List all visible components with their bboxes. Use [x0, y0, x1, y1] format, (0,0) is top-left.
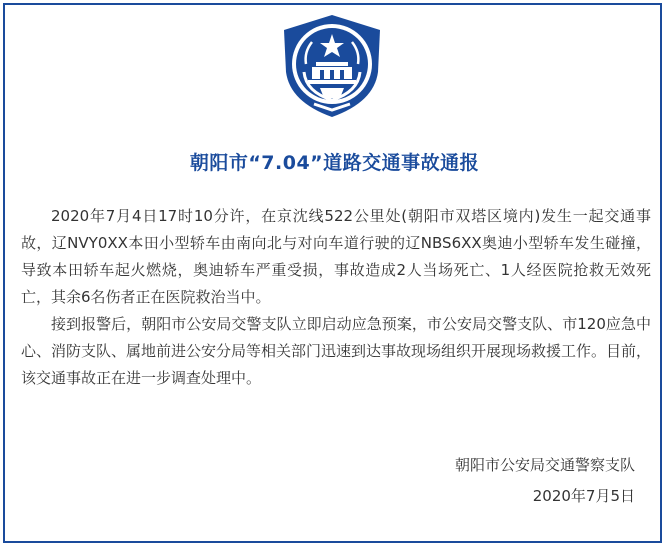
issue-date: 2020年7月5日: [532, 487, 635, 505]
signature-block: [455, 450, 635, 512]
notice-title: 朝阳市“7.04”道路交通事故通报: [189, 152, 480, 174]
notice-paragraph: 2020年7月4日17时10分许，在京沈线522公里处(朝阳市双塔区境内)发生一起交通事故，辽NVY0XX本田小型轿车由南向北与对向车道行驶的辽NBS6XX奥迪小型轿车发生碰撞，导致本田轿车起火燃烧，奥迪轿车严重受损，事故造成2人当场死亡、1人经医院抢救无效死亡，其余6名伤者正在医院救治当中。: [21, 207, 651, 306]
notice-paragraph: 接到报警后，朝阳市公安局交警支队立即启动应急预案，市公安局交警支队、市120应急中心、消防支队、属地前进公安分局等相关部门迅速到达事故现场组织开展现场救援工作。目前，该交通事故正在进一步调查处理中。: [21, 315, 652, 387]
police-badge-icon: [276, 12, 388, 120]
issuer-name: 朝阳市公安局交通警察支队: [454, 456, 635, 474]
notice-body: [21, 203, 651, 392]
